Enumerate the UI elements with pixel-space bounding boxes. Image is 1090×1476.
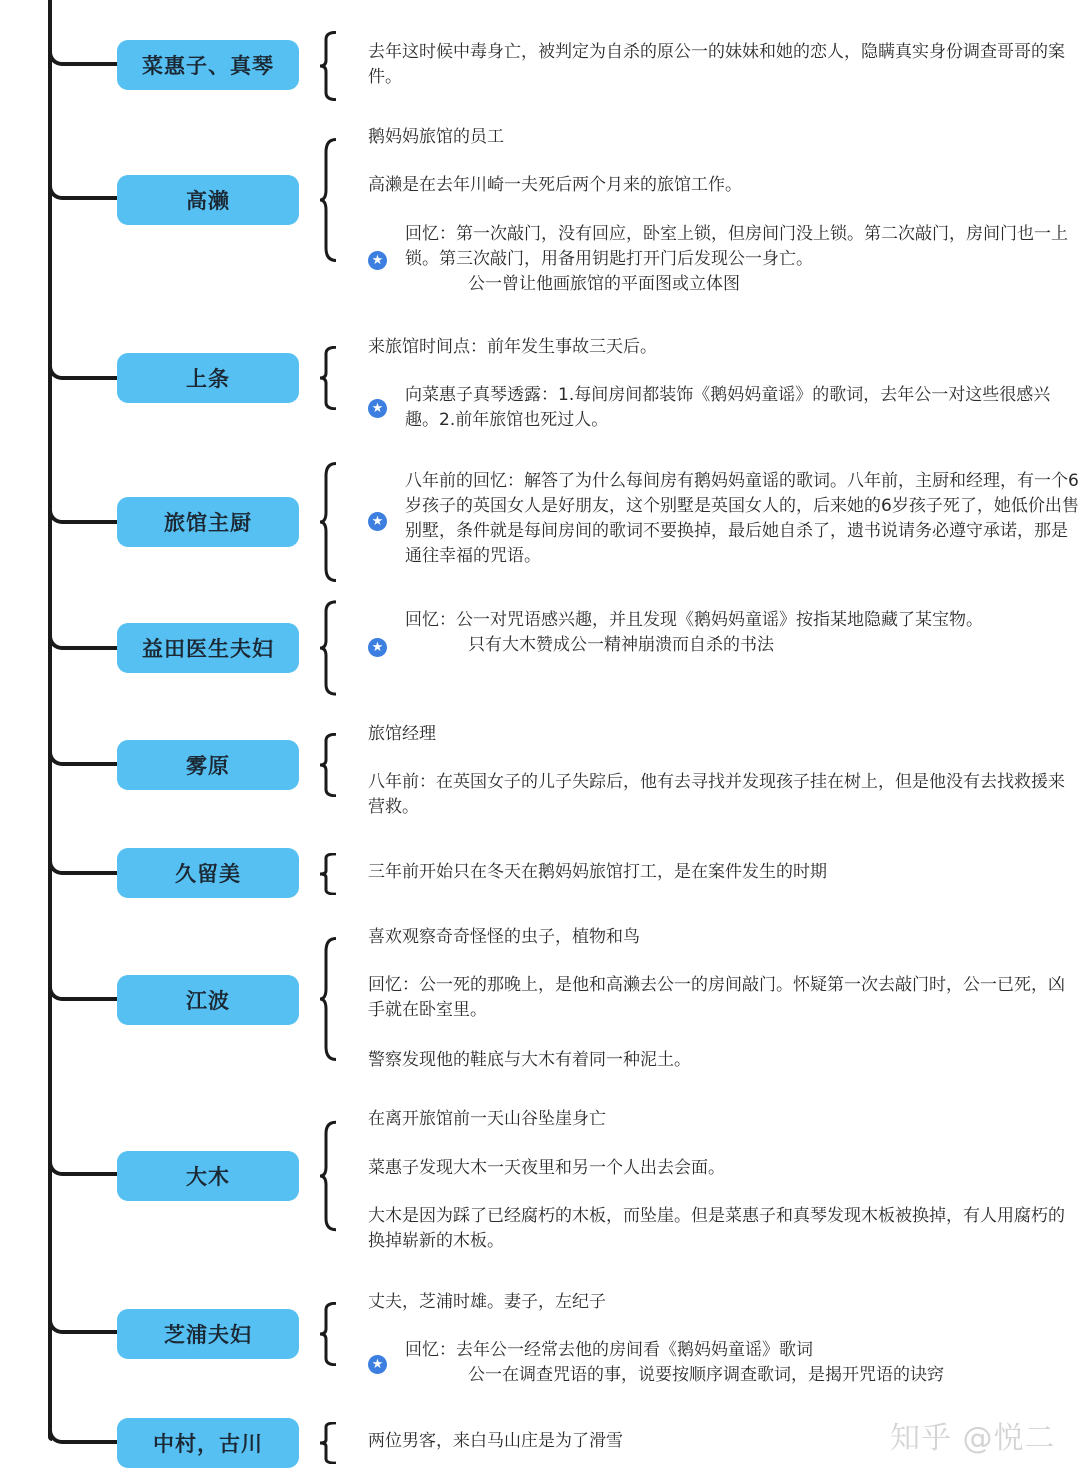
- star-icon: ★: [368, 512, 387, 531]
- connector-line: [48, 510, 118, 524]
- detail-text: 高濑是在去年川崎一夫死后两个月来的旅馆工作。: [368, 175, 742, 195]
- brace-icon: [318, 31, 340, 101]
- note-text: 八年前的回忆：解答了为什么每间房有鹅妈妈童谣的歌词。八年前，主厨和经理，有一个6岁孩子的英国女人是好朋友，这个别墅是英国女人的，后来她的6岁孩子死了，她低价出售别墅，条件就是每间房间的歌词不要换掉，最后她自杀了，遗书说请务必遵守承诺，那是通往幸福的咒语。: [405, 471, 1079, 566]
- brace-icon: [318, 1120, 340, 1232]
- topic-node-nahuiko-makoto[interactable]: 菜惠子、真琴: [117, 40, 299, 90]
- topic-node-takase[interactable]: 高濑: [117, 175, 299, 225]
- brace-icon: [318, 1302, 340, 1366]
- connector-line: [48, 752, 118, 766]
- detail-text: 来旅馆时间点：前年发生事故三天后。: [368, 337, 657, 357]
- brace-icon: [318, 461, 340, 583]
- detail-text: 菜惠子发现大木一天夜里和另一个人出去会面。: [368, 1158, 725, 1178]
- star-icon: ★: [368, 1355, 387, 1374]
- detail-text: 丈夫，芝浦时雄。妻子，左纪子: [368, 1292, 606, 1312]
- detail-text: 警察发现他的鞋底与大木有着同一种泥土。: [368, 1050, 691, 1070]
- brace-icon: [318, 1422, 340, 1464]
- star-icon: ★: [368, 638, 387, 657]
- brace-icon: [318, 733, 340, 797]
- topic-node-shibaura-couple[interactable]: 芝浦夫妇: [117, 1309, 299, 1359]
- topic-node-kirihara[interactable]: 雾原: [117, 740, 299, 790]
- note-text: 回忆：第一次敲门，没有回应，卧室上锁，但房间门没上锁。第二次敲门，房间门也一上锁。第三次敲门，用备用钥匙打开门后发现公一身亡。: [405, 224, 1068, 269]
- detail-text: 八年前：在英国女子的儿子失踪后，他有去寻找并发现孩子挂在树上，但是他没有去找救援来营救。: [368, 772, 1065, 817]
- detail-text: 去年这时候中毒身亡，被判定为自杀的原公一的妹妹和她的恋人，隐瞒真实身份调查哥哥的案件。: [368, 42, 1065, 87]
- note-subtext: 公一曾让他画旅馆的平面图或立体图: [468, 274, 740, 294]
- note-subtext: 只有大木赞成公一精神崩溃而自杀的书法: [468, 635, 774, 655]
- detail-text: 三年前开始只在冬天在鹅妈妈旅馆打工，是在案件发生的时期: [368, 862, 827, 882]
- detail-text: 喜欢观察奇奇怪怪的虫子，植物和鸟: [368, 927, 640, 947]
- topic-node-nakamura-furukawa[interactable]: 中村，古川: [117, 1418, 299, 1468]
- topic-node-enami[interactable]: 江波: [117, 975, 299, 1025]
- connector-line: [48, 861, 118, 875]
- note-text: 回忆：去年公一经常去他的房间看《鹅妈妈童谣》歌词: [405, 1340, 813, 1360]
- connector-line: [48, 186, 118, 200]
- detail-text: 旅馆经理: [368, 724, 436, 744]
- note-text: 回忆：公一对咒语感兴趣，并且发现《鹅妈妈童谣》按指某地隐藏了某宝物。: [405, 610, 983, 630]
- detail-text: 鹅妈妈旅馆的员工: [368, 127, 504, 147]
- brace-icon: [318, 853, 340, 895]
- connector-line: [48, 636, 118, 650]
- topic-node-kurumi[interactable]: 久留美: [117, 848, 299, 898]
- connector-line: [48, 1162, 118, 1176]
- brace-icon: [318, 936, 340, 1062]
- mindmap-trunk-line: [48, 0, 52, 1441]
- watermark: 知乎 @悦二: [890, 1421, 1056, 1456]
- connector-line: [48, 366, 118, 380]
- connector-line: [48, 52, 118, 66]
- star-icon: ★: [368, 251, 387, 270]
- detail-text: 在离开旅馆前一天山谷坠崖身亡: [368, 1109, 606, 1129]
- topic-node-masuda-couple[interactable]: 益田医生夫妇: [117, 623, 299, 673]
- connector-line: [48, 987, 118, 1001]
- connector-line: [48, 1430, 118, 1444]
- brace-icon: [318, 346, 340, 410]
- connector-line: [48, 1320, 118, 1334]
- brace-icon: [318, 137, 340, 263]
- brace-icon: [318, 600, 340, 696]
- note-subtext: 公一在调查咒语的事，说要按顺序调查歌词，是揭开咒语的诀窍: [468, 1365, 944, 1385]
- topic-node-kamijo[interactable]: 上条: [117, 353, 299, 403]
- detail-text: 大木是因为踩了已经腐朽的木板，而坠崖。但是菜惠子和真琴发现木板被换掉，有人用腐朽的换掉崭新的木板。: [368, 1206, 1065, 1251]
- detail-text: 回忆：公一死的那晚上，是他和高濑去公一的房间敲门。怀疑第一次去敲门时，公一已死，凶手就在卧室里。: [368, 975, 1065, 1020]
- star-icon: ★: [368, 399, 387, 418]
- topic-node-ooki[interactable]: 大木: [117, 1151, 299, 1201]
- detail-text: 两位男客，来白马山庄是为了滑雪: [368, 1431, 623, 1451]
- note-text: 向菜惠子真琴透露：1.每间房间都装饰《鹅妈妈童谣》的歌词，去年公一对这些很感兴趣。2.前年旅馆也死过人。: [405, 385, 1051, 430]
- topic-node-head-chef[interactable]: 旅馆主厨: [117, 497, 299, 547]
